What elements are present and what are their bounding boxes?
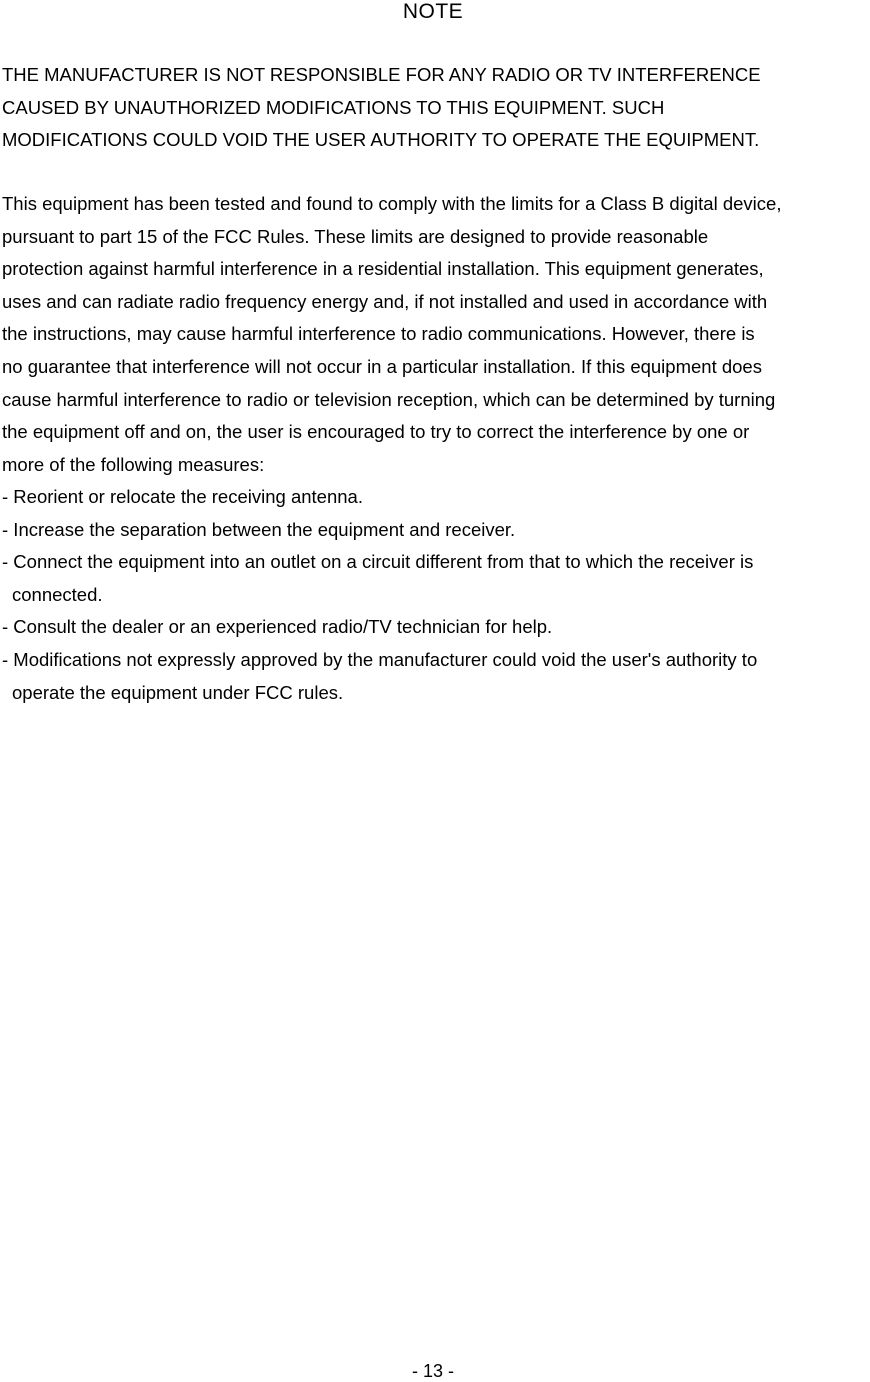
paragraph-line: the instructions, may cause harmful interference to radio communications. However, there is: [2, 323, 755, 345]
paragraph-line: protection against harmful interference in a residential installation. This equipment generates,: [2, 258, 764, 280]
paragraph-line: uses and can radiate radio frequency energy and, if not installed and used in accordance with: [2, 290, 768, 312]
list-item-text: - Reorient or relocate the receiving antenna.: [2, 486, 363, 507]
paragraph-line: more of the following measures:: [2, 453, 265, 475]
list-item-text: - Increase the separation between the equipment and receiver.: [2, 518, 516, 540]
paragraph-line: This equipment has been tested and found to comply with the limits for a Class B digital device,: [2, 193, 782, 214]
list-item-text-continued: operate the equipment under FCC rules.: [12, 681, 344, 703]
page-number: - 13 -: [411, 1361, 454, 1381]
list-item-text-continued: connected.: [12, 583, 103, 605]
measures-list: [2, 481, 868, 709]
warning-line: MODIFICATIONS COULD VOID THE USER AUTHORITY TO OPERATE THE EQUIPMENT.: [2, 129, 760, 150]
list-item: [2, 481, 868, 514]
paragraph-line: pursuant to part 15 of the FCC Rules. These limits are designed to provide reasonable: [2, 225, 709, 247]
list-item-text: - Connect the equipment into an outlet on a circuit different from that to which the receiver is: [2, 551, 754, 573]
paragraph-line: cause harmful interference to radio or television reception, which can be determined by turning: [2, 388, 776, 410]
list-item: [2, 644, 868, 709]
manufacturer-warning: [2, 59, 868, 157]
warning-line: CAUSED BY UNAUTHORIZED MODIFICATIONS TO THIS EQUIPMENT. SUCH: [2, 96, 665, 118]
paragraph-line: no guarantee that interference will not occur in a particular installation. If this equipment does: [2, 355, 762, 377]
paragraph-line: the equipment off and on, the user is encouraged to try to correct the interference by one or: [2, 421, 750, 443]
page-title: NOTE: [402, 0, 464, 23]
list-item-text: - Modifications not expressly approved by the manufacturer could void the user's authority to: [2, 648, 758, 670]
list-item: [2, 546, 868, 611]
list-item-text: - Consult the dealer or an experienced radio/TV technician for help.: [2, 616, 553, 638]
fcc-compliance-paragraph: [2, 188, 870, 481]
list-item: [2, 611, 868, 644]
warning-line: THE MANUFACTURER IS NOT RESPONSIBLE FOR ANY RADIO OR TV INTERFERENCE: [2, 64, 761, 85]
list-item: [2, 514, 868, 547]
